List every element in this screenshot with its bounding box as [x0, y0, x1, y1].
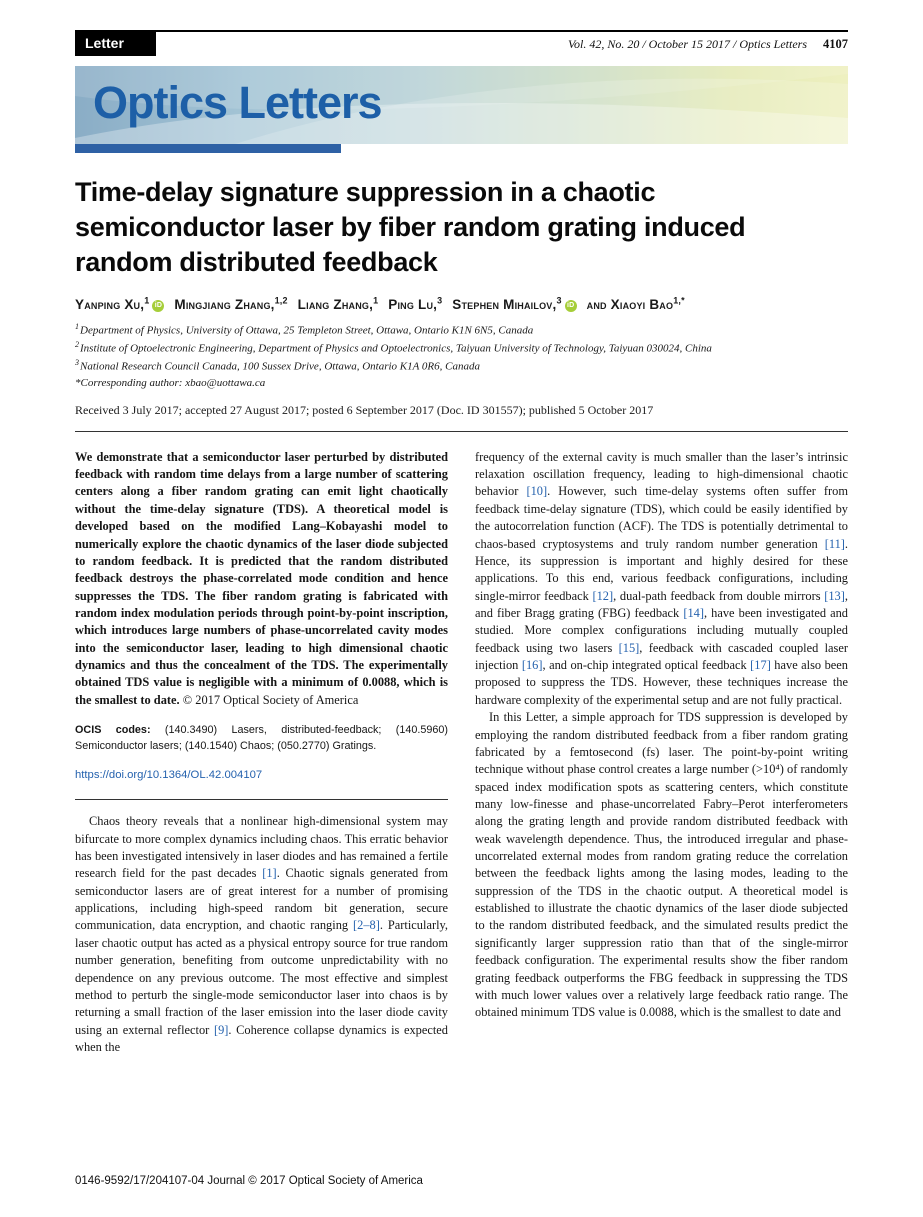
- author: [452, 297, 576, 312]
- affiliation-text: *Corresponding author: xbao@uottawa.ca: [75, 377, 266, 390]
- affiliation-line: [75, 357, 848, 375]
- author: [75, 297, 164, 312]
- author-sup: 1: [373, 295, 379, 306]
- author-sup: 3: [556, 295, 562, 306]
- affiliation-sup: 2: [75, 339, 79, 349]
- page-header: [75, 30, 848, 56]
- body-paragraph: frequency of the external cavity is much smaller than the laser’s intrinsic relaxation oscillation frequency, leading to high-dimensional chaotic behavior [10]. However, such time-delay systems often suffer from feedback time-delay signature (TDS), which could be easily identified by the autocorrelation function (ACF). The TDS is potentially detrimental to chaos-based cryptosystems and truly random number generation [11]. Hence, its suppression is important and highly desired for these applications. To this end, various feedback configurations, including single-mirror feedback [12], dual-path feedback from double mirrors [13], and fiber Bragg grating (FBG) feedback [14], have been investigated and studied. More complex configurations including mutually coupled feedback using two lasers [15], feedback with cascaded coupled laser injection [16], and on-chip integrated optical feedback [17] have also been proposed to suppress the TDS. However, these techniques increase the hardware complexity of the experimental setup and are not fully practical.: [475, 449, 849, 707]
- author-sup: 3: [437, 295, 443, 306]
- affiliation-text: National Research Council Canada, 100 Sussex Drive, Ottawa, Ontario K1A 0R6, Canada: [80, 360, 480, 373]
- author-name: Ping Lu,: [388, 296, 438, 312]
- article-history: Received 3 July 2017; accepted 27 August 2017; posted 6 September 2017 (Doc. ID 301557); published 5 October 2017: [75, 402, 654, 417]
- citation-link[interactable]: [9]: [213, 1022, 229, 1037]
- citation-link[interactable]: [13]: [824, 588, 845, 603]
- body-paragraph: Chaos theory reveals that a nonlinear high-dimensional system may bifurcate to more complex dynamics including chaos. This erratic behavior has been investigated intensively in laser diodes and has remained a fertile research field for the past decades [1]. Chaotic signals generated from semiconductor lasers are of great interest for a number of promising applications, including high-speed random bit generation, secure communication, data encryption, and chaotic ranging [2–8]. Particularly, laser chaotic output has acted as a physical entropy source for true random number generation, benefiting from outcome unpredictability with no dependence on any previous outcome. The most effective and simplest method to perturb the single-mode semiconductor laser into chaos is by returning a small fraction of the laser emission into the laser diode cavity using an external reflector [9]. Coherence collapse dynamics is expected when the: [75, 814, 449, 1054]
- abstract-text: We demonstrate that a semiconductor laser perturbed by distributed feedback with random time delays from a large number of scattering centers along a fiber random grating can emit light chaotically without the time-delay signature (TDS). A theoretical model is developed based on the modified Lang–Kobayashi model to numerically explore the chaotic dynamics of the laser diode subjected to random feedback. It is predicted that the random distributed feedback destroys the phase-correlated mode condition and hence suppresses the TDS. The fiber random grating is fabricated with random index modulation periods through point-by-point inscription, which introduces large numbers of phase-uncorrelated cavity modes into the semiconductor laser, leading to high dimensional chaotic dynamics and thus the concealment of the TDS. The experimentally obtained TDS value is negligible with a minimum of 0.0088, which is the smallest to date.: [75, 449, 448, 707]
- doi-link[interactable]: https://doi.org/10.1364/OL.42.004107: [75, 768, 263, 781]
- ocis-text: (140.3490) Lasers, distributed-feedback; (140.5960) Semiconductor lasers; (140.1540) Chaos; (050.2770) Gratings.: [75, 724, 448, 753]
- right-column: [475, 449, 848, 1057]
- affiliation-line: [75, 321, 848, 339]
- body-paragraph: In this Letter, a simple approach for TDS suppression is developed by employing the random distributed feedback from a fiber random grating fabricated by a femtosecond (fs) laser. The point-by-point writing technique without phase control creates a large number (>10⁴) of randomly spaced index modification spots as scattering centers, which constitute many low-finesse and phase-uncorrelated Fabry–Perot interferometers along the grating length and provide random distributed feedback with weak wavelength dependence. Thus, the introduced irregular and phase-uncorrelated external modes from random grating reduce the correlation between the feedback lights among the lasing modes, leading to the suppression of the TDS in the chaotic output. A theoretical model is established to illustrate the chaotic dynamics of the laser diode subjected to the random distributed feedback, and the simulated results predict the significantly larger suppression ratio than that of the single-mirror feedback configuration. The experimental results show the fiber random grating feedback outperforms the FBG feedback in suppressing the TDS with much lower values over a relatively large feedback ratio range. The obtained minimum TDS value is 0.0088, which is the smallest to date and: [475, 710, 848, 1020]
- citation-link[interactable]: [15]: [618, 640, 640, 655]
- article-body: [75, 449, 848, 1057]
- affiliation-text: Institute of Optoelectronic Engineering, Department of Physics and Optoelectronics, Taiyuan University of Technology, Taiyuan 030024, China: [80, 342, 712, 355]
- author-name: Liang Zhang,: [297, 296, 374, 312]
- author-sup: 1,*: [673, 295, 685, 306]
- citation-link[interactable]: [12]: [592, 588, 614, 603]
- abstract: [75, 449, 448, 709]
- affiliation-sup: 1: [75, 321, 79, 331]
- affiliation-sup: 3: [75, 358, 79, 368]
- author: [587, 297, 685, 312]
- citation-link[interactable]: [16]: [521, 658, 543, 673]
- author-sup: 1: [144, 295, 150, 306]
- left-column: [75, 449, 448, 1057]
- journal-logo: Optics Letters: [93, 77, 382, 128]
- journal-banner: [75, 66, 848, 144]
- orcid-icon[interactable]: iD: [152, 300, 164, 312]
- page-number: 4107: [823, 36, 848, 51]
- author-sup: 1,2: [274, 295, 288, 306]
- citation-link[interactable]: [17]: [750, 658, 771, 673]
- author-name: and Xiaoyi Bao: [586, 296, 674, 312]
- author-name: Stephen Mihailov,: [452, 296, 557, 312]
- citation-link[interactable]: [14]: [683, 605, 704, 620]
- affiliation-line: [75, 339, 848, 357]
- author: [388, 297, 442, 312]
- citation-link[interactable]: [2–8]: [353, 918, 380, 933]
- column-divider-rule: [75, 799, 448, 800]
- author-name: Mingjiang Zhang,: [174, 296, 275, 312]
- author: [298, 297, 379, 312]
- author-name: Yanping Xu,: [75, 296, 145, 312]
- citation-link[interactable]: [11]: [824, 536, 845, 551]
- article-type-badge: Letter: [75, 32, 156, 56]
- authors-line: [75, 295, 848, 312]
- affiliation-text: Department of Physics, University of Ottawa, 25 Templeton Street, Ottawa, Ontario K1N 6N5, Canada: [80, 324, 534, 337]
- corresponding-author-line: [75, 375, 848, 392]
- citation-link[interactable]: [10]: [526, 484, 548, 499]
- running-head: [568, 37, 848, 52]
- ocis-codes: [75, 722, 448, 754]
- divider-rule: [75, 431, 848, 432]
- citation-link[interactable]: [1]: [262, 866, 277, 881]
- affiliations: [75, 321, 848, 392]
- author: [174, 297, 287, 312]
- orcid-icon[interactable]: iD: [565, 300, 577, 312]
- journal-volume-info: Vol. 42, No. 20 / October 15 2017 / Optics Letters: [568, 36, 807, 51]
- banner-accent-strip: [75, 144, 341, 153]
- ocis-label: OCIS codes:: [75, 724, 151, 737]
- copyright-notice: © 2017 Optical Society of America: [182, 692, 359, 707]
- footer-copyright-line: 0146-9592/17/204107-04 Journal © 2017 Optical Society of America: [75, 1175, 423, 1187]
- article-title: Time-delay signature suppression in a chaotic semiconductor laser by fiber random grating induced random distributed feedback: [75, 177, 746, 278]
